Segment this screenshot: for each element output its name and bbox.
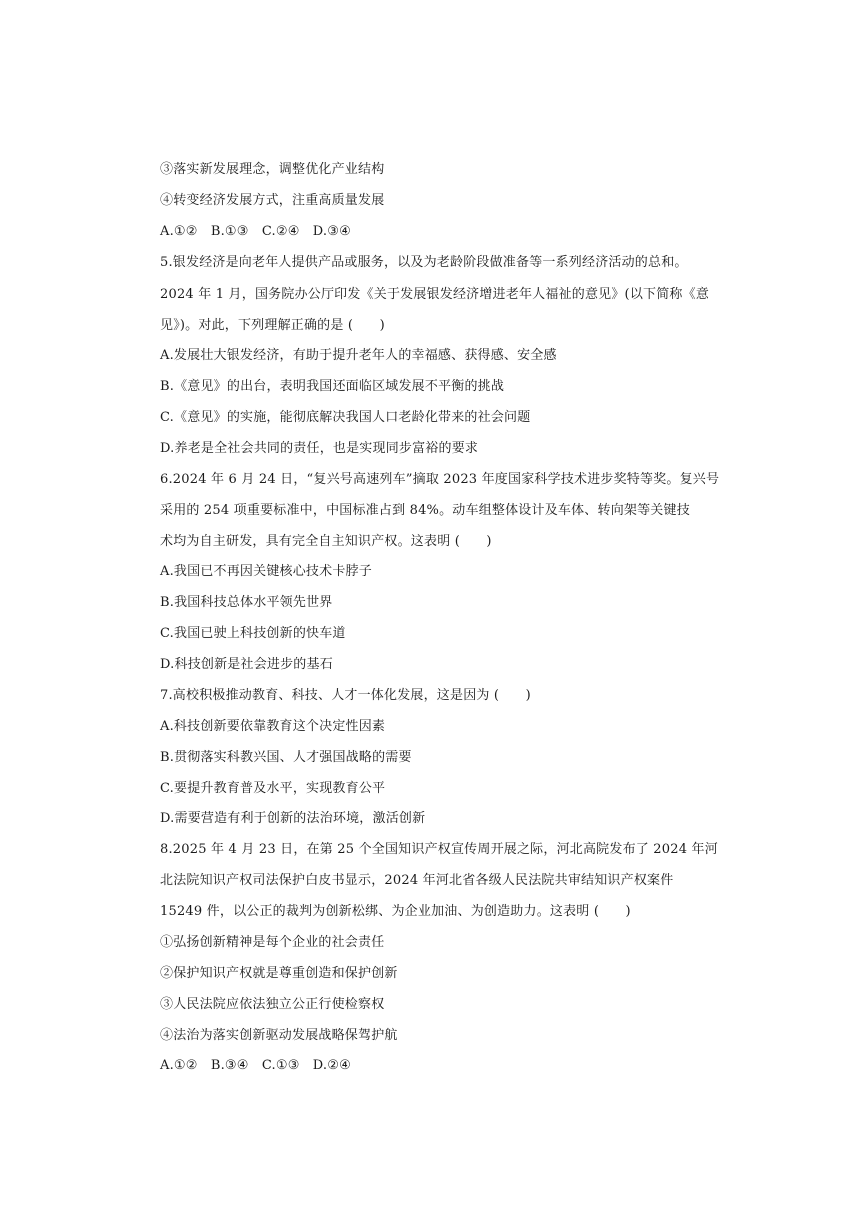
option-line: C.我国已驶上科技创新的快车道 [160,626,346,641]
option-line: C.《意见》的实施，能彻底解决我国人口老龄化带来的社会问题 [160,410,531,425]
option-line: A.我国已不再因关键核心技术卡脖子 [160,564,372,579]
question-5-stem: 5.银发经济是向老年人提供产品或服务，以及为老龄阶段做准备等一系列经济活动的总和。 [160,255,688,270]
option-line: ④法治为落实创新驱动发展战略保驾护航 [160,1028,398,1043]
option-line: D.科技创新是社会进步的基石 [160,657,333,672]
text-line: 采用的 254 项重要标准中，中国标准占到 84%。动车组整体设计及车体、转向架等关键技 [160,503,690,518]
text-line: 术均为自主研发，具有完全自主知识产权。这表明 ( ) [160,534,492,549]
option-line: C.要提升教育普及水平，实现教育公平 [160,781,386,796]
option-line: ②保护知识产权就是尊重创造和保护创新 [160,966,398,981]
answer-choices: A.①② B.③④ C.①③ D.②④ [160,1058,351,1073]
text-line: 北法院知识产权司法保护白皮书显示，2024 年河北省各级人民法院共审结知识产权案件 [160,873,674,888]
option-line: ①弘扬创新精神是每个企业的社会责任 [160,935,385,950]
option-line: B.贯彻落实科教兴国、人才强国战略的需要 [160,750,412,765]
text-line: 2024 年 1 月，国务院办公厅印发《关于发展银发经济增进老年人福祉的意见》(以下简称《意 [160,287,710,302]
text-line: 15249 件，以公正的裁判为创新松绑、为企业加油、为创造助力。这表明 ( ) [160,904,631,919]
question-8-stem: 8.2025 年 4 月 23 日，在第 25 个全国知识产权宣传周开展之际，河北高院发布了 2024 年河 [160,842,718,857]
option-line: D.养老是全社会共同的责任，也是实现同步富裕的要求 [160,441,479,456]
option-line: B.我国科技总体水平领先世界 [160,595,333,610]
option-line: D.需要营造有利于创新的法治环境，激活创新 [160,811,426,826]
question-6-stem: 6.2024 年 6 月 24 日，“复兴号高速列车”摘取 2023 年度国家科学技术进步奖特等奖。复兴号 [160,472,720,487]
text-line: ③落实新发展理念，调整优化产业结构 [160,162,385,177]
option-line: B.《意见》的出台，表明我国还面临区域发展不平衡的挑战 [160,379,505,394]
text-line: 见》)。对此，下列理解正确的是 ( ) [160,318,385,333]
option-line: A.科技创新要依靠教育这个决定性因素 [160,719,386,734]
question-7-stem: 7.高校积极推动教育、科技、人才一体化发展，这是因为 ( ) [160,688,531,703]
text-line: ④转变经济发展方式，注重高质量发展 [160,193,385,208]
text-line: A.①② B.①③ C.②④ D.③④ [160,224,351,239]
option-line: ③人民法院应依法独立公正行使检察权 [160,997,385,1012]
option-line: A.发展壮大银发经济，有助于提升老年人的幸福感、获得感、安全感 [160,348,557,363]
